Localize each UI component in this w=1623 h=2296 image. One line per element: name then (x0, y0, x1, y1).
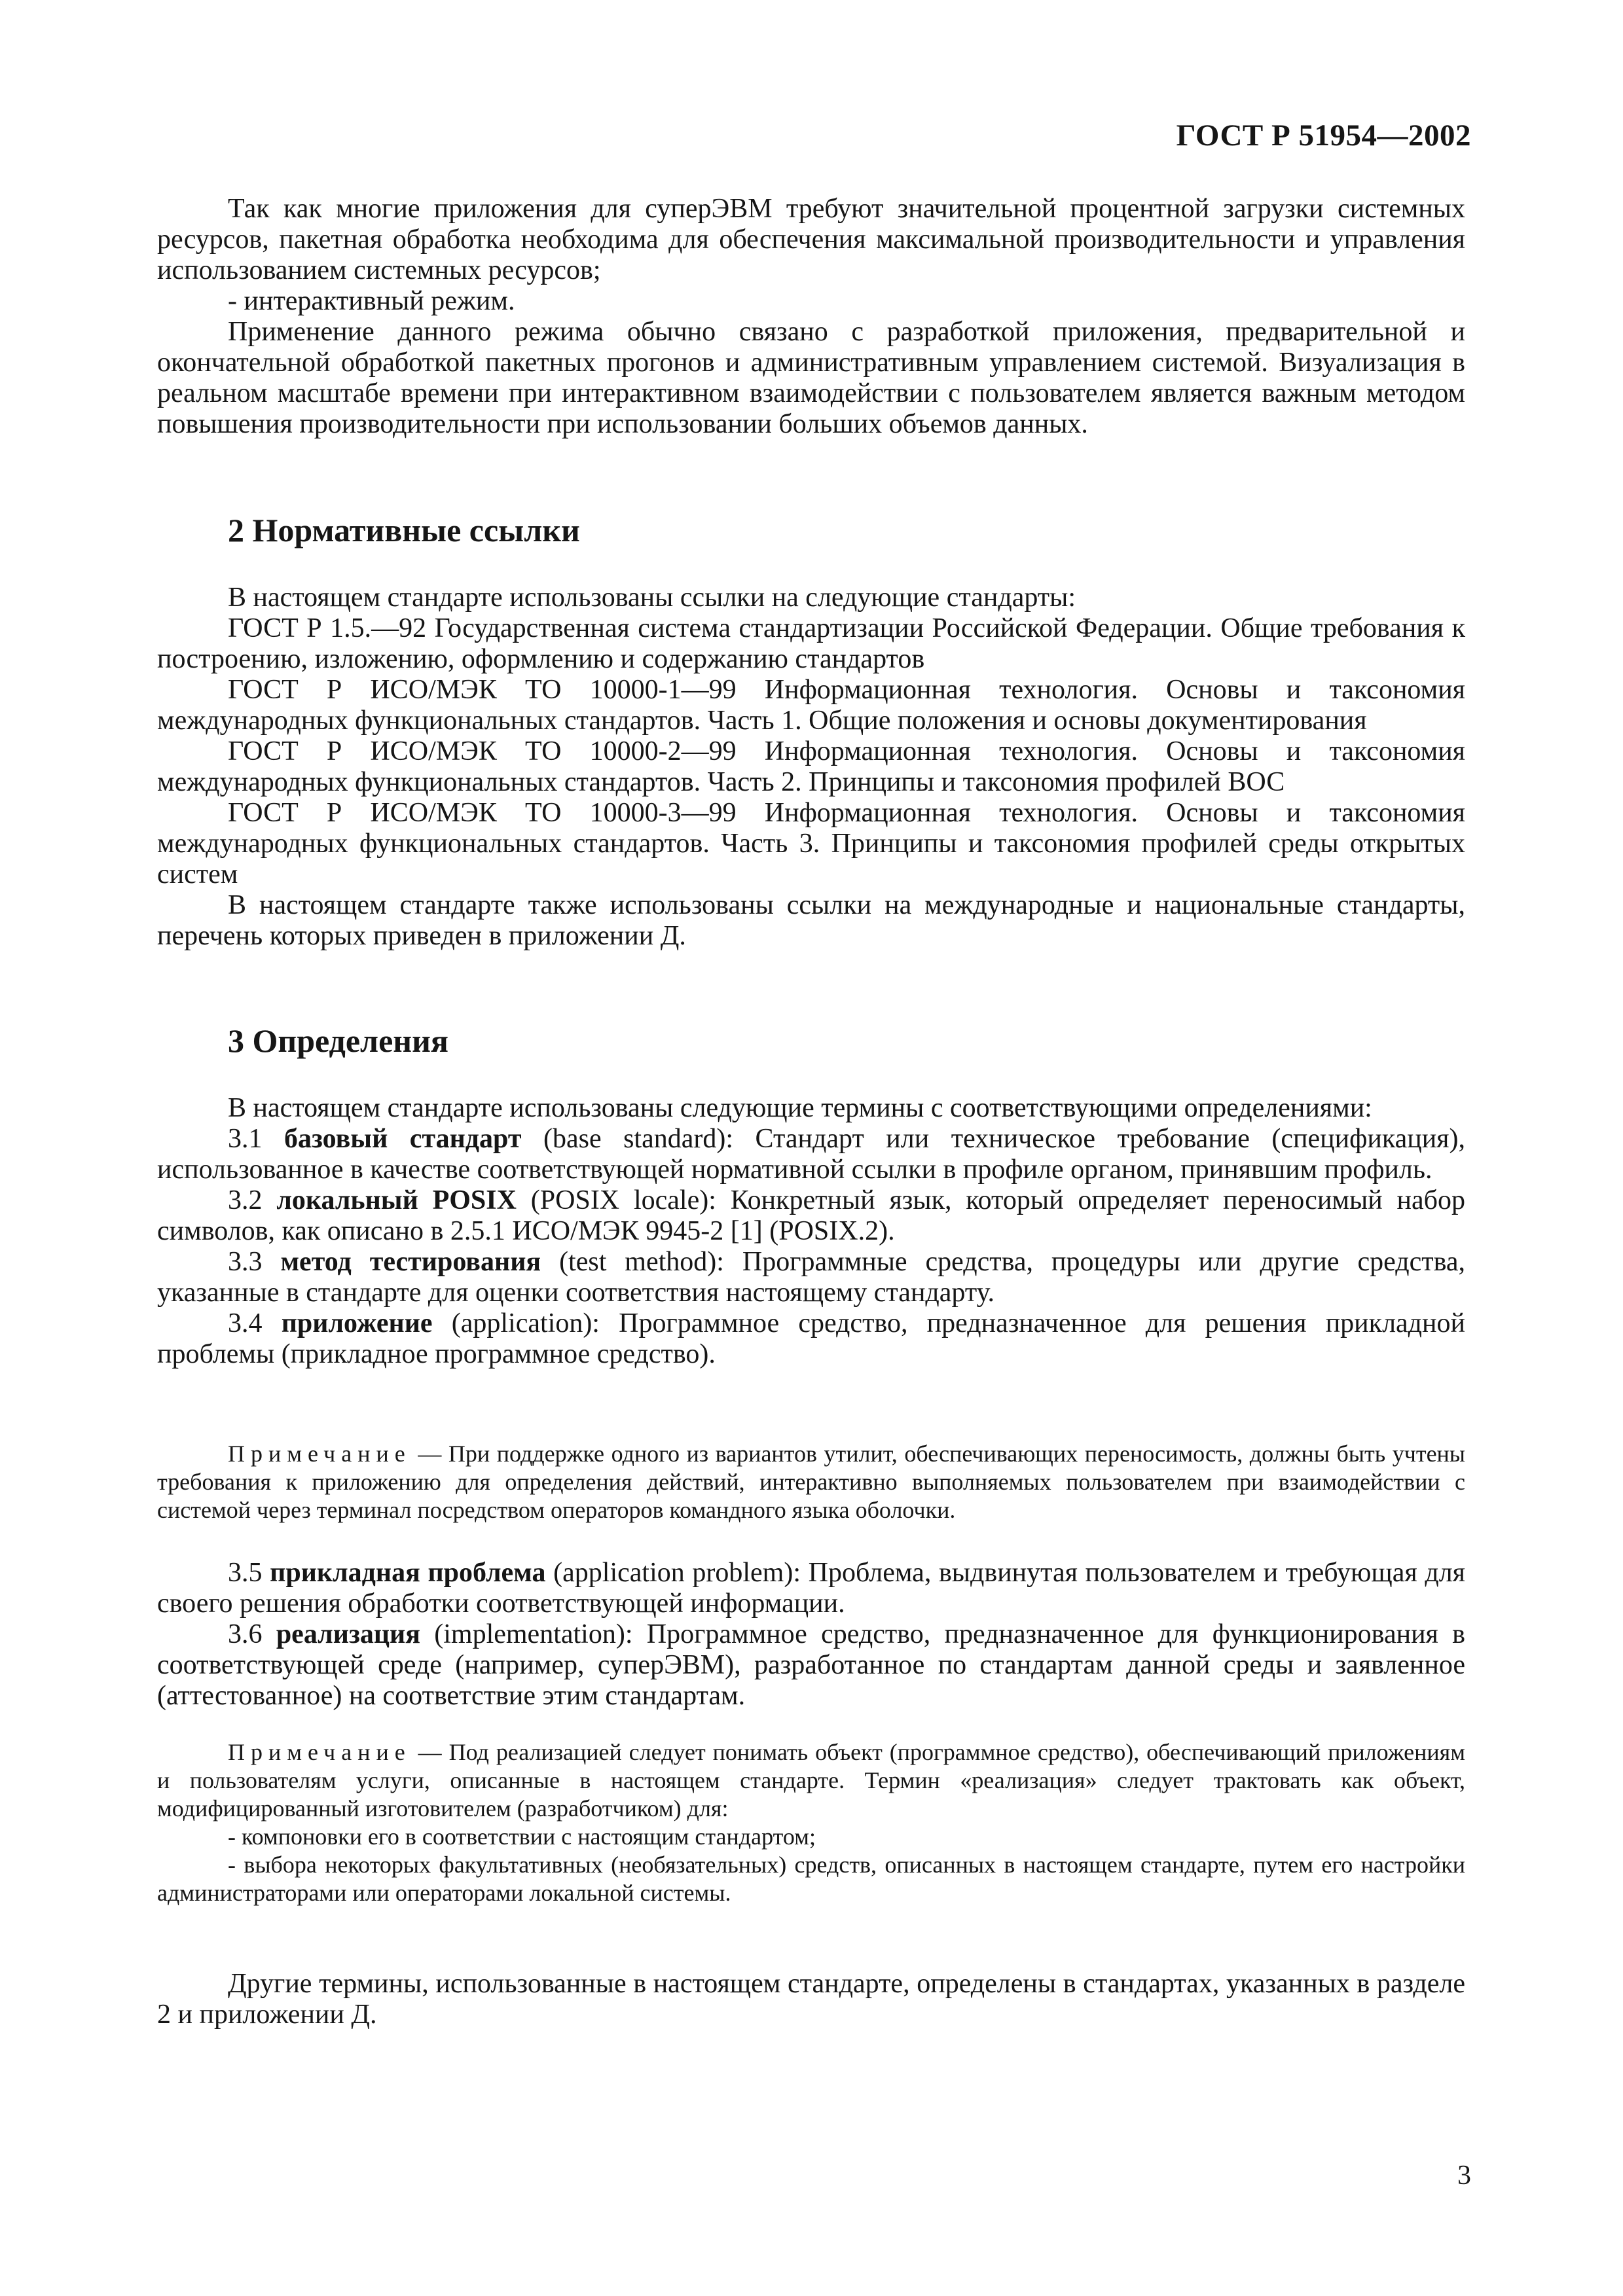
definition-item: 3.3 метод тестирования (test method): Программные средства, процедуры или другие средства, указанные в стандарте для оценки соответствия настоящему стандарту. (157, 1247, 1465, 1308)
paragraph: В настоящем стандарте использованы следующие термины с соответствующими определениями: (228, 1093, 1372, 1123)
reference-item: ГОСТ Р ИСО/МЭК ТО 10000-1—99 Информационная технология. Основы и таксономия международных функциональных стандартов. Часть 1. Общие положения и основы документирования (157, 675, 1465, 736)
reference-item: ГОСТ Р 1.5.—92 Государственная система стандартизации Российской Федерации. Общие требования к построению, изложению, оформлению и содержанию стандартов (157, 613, 1465, 674)
definition-item: 3.2 локальный POSIX (POSIX locale): Конкретный язык, который определяет переносимый набор символов, как описано в 2.5.1 ИСО/МЭК 9945-2 [1] (POSIX.2). (157, 1185, 1466, 1246)
note-paragraph: Примечание — При поддержке одного из вариантов утилит, обеспечивающих переносимость, должны быть учтены требования к приложению для определения действий, интерактивно выполняемых пользователем при взаимодействии с системой через терминал посредством операторов командного языка оболочки. (157, 1441, 1465, 1523)
section-heading: 2 Нормативные ссылки (228, 512, 580, 548)
note-paragraph: Примечание — Под реализацией следует понимать объект (программное средство), обеспечивающий приложениям и пользователям услуги, описанные в настоящем стандарте. Термин «реализация» следует трактовать как объект, модифицированный изготовителем (разработчиком) для: (157, 1739, 1465, 1821)
paragraph: В настоящем стандарте также использованы ссылки на международные и национальные стандарты, перечень которых приведен в приложении Д. (157, 890, 1465, 951)
paragraph: Другие термины, использованные в настоящем стандарте, определены в стандартах, указанных в разделе 2 и приложении Д. (157, 1969, 1465, 2030)
closing-block (157, 1969, 1465, 2030)
note-label: Примечание (228, 1739, 411, 1765)
paragraph: Применение данного режима обычно связано с разработкой приложения, предварительной и окончательной обработкой пакетных прогонов и административным управлением системой. Визуализация в реальном масштабе времени при интерактивном взаимодействии с пользователем является важным методом повышения производительности при использовании больших объемов данных. (157, 317, 1465, 439)
page-number: 3 (1457, 2161, 1471, 2191)
note-list-item: - компоновки его в соответствии с настоящим стандартом; (228, 1823, 816, 1850)
intro-block (157, 194, 1465, 440)
definition-item: 3.4 приложение (application): Программное средство, предназначенное для решения прикладной проблемы (прикладное программное средство). (157, 1308, 1465, 1369)
reference-item: ГОСТ Р ИСО/МЭК ТО 10000-3—99 Информационная технология. Основы и таксономия международных функциональных стандартов. Часть 3. Принципы и таксономия профилей среды открытых систем (157, 798, 1465, 889)
term: локальный POSIX (276, 1185, 517, 1215)
term: прикладная проблема (270, 1558, 546, 1588)
term: реализация (276, 1619, 420, 1649)
note-label: Примечание (228, 1441, 411, 1467)
definition-item: 3.5 прикладная проблема (application problem): Проблема, выдвинутая пользователем и требующая для своего решения обработки соответствующей информации. (157, 1558, 1465, 1619)
paragraph: - интерактивный режим. (228, 286, 515, 316)
term: приложение (281, 1308, 433, 1338)
definition-item: 3.1 базовый стандарт (base standard): Стандарт или техническое требование (спецификация), использованное в качестве соответствующей нормативной ссылки в профиле органом, принявшим профиль. (157, 1124, 1465, 1185)
paragraph: Так как многие приложения для суперЭВМ требуют значительной процентной загрузки системных ресурсов, пакетная обработка необходима для обеспечения максимальной производительности и управления использованием системных ресурсов; (157, 194, 1465, 285)
term: метод тестирования (280, 1247, 541, 1277)
section-2 (157, 512, 1465, 548)
section-3-body-a (157, 1093, 1465, 1370)
definition-item: 3.6 реализация (implementation): Программное средство, предназначенное для функционирования в соответствующей среде (например, суперЭВМ), разработанное по стандартам данной среды и заявленное (аттестованное) на соответствие этим стандартам. (157, 1619, 1466, 1711)
section-3 (157, 1022, 1465, 1059)
section-3-body-b (157, 1558, 1465, 1712)
paragraph: В настоящем стандарте использованы ссылки на следующие стандарты: (228, 583, 1076, 613)
term: базовый стандарт (284, 1124, 522, 1154)
reference-item: ГОСТ Р ИСО/МЭК ТО 10000-2—99 Информационная технология. Основы и таксономия международных функциональных стандартов. Часть 2. Принципы и таксономия профилей ВОС (157, 736, 1465, 797)
note-1 (157, 1440, 1465, 1524)
document-header: ГОСТ Р 51954—2002 (1176, 118, 1471, 152)
section-2-body (157, 583, 1465, 952)
note-list-item: - выбора некоторых факультативных (необязательных) средств, описанных в настоящем стандарте, путем его настройки администраторами или операторами локальной системы. (157, 1852, 1465, 1906)
note-2 (157, 1738, 1465, 1907)
section-heading: 3 Определения (228, 1022, 448, 1059)
